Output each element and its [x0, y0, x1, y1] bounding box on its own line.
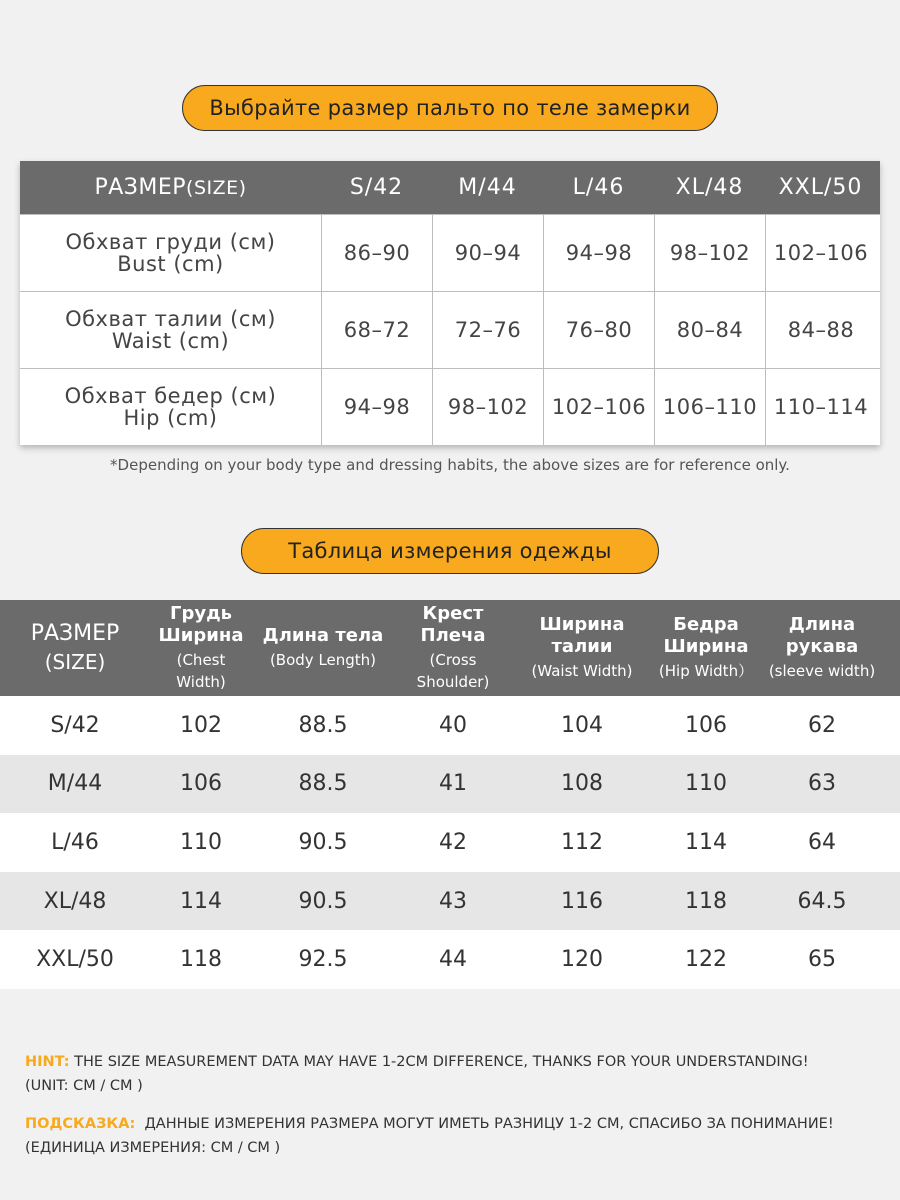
table-cell: M/44: [47, 771, 103, 797]
table-cell: 63: [808, 771, 836, 797]
row-label: Обхват талии (см) Waist (cm): [20, 292, 322, 368]
table-row: [0, 755, 900, 814]
table-row: [0, 813, 900, 872]
table-cell: 98–102: [433, 369, 544, 445]
table-cell: 76–80: [544, 292, 655, 368]
table-cell: 42: [439, 829, 467, 855]
table-cell: 62: [808, 712, 836, 738]
table-cell: 94–98: [544, 215, 655, 291]
ru-hint-line: [25, 1112, 885, 1136]
table-cell: 102–106: [544, 369, 655, 445]
table-cell: 102: [180, 712, 222, 738]
table-cell: 98–102: [655, 215, 766, 291]
table-row-bust: [20, 214, 880, 291]
table-cell: 40: [439, 712, 467, 738]
table-cell: 108: [561, 771, 603, 797]
table-cell: 84–88: [787, 318, 855, 342]
header-hip-width: Бедра Ширина (Hip Width）: [658, 614, 754, 680]
table-cell: 106: [180, 771, 222, 797]
table-row-waist: [20, 291, 880, 368]
hint-label: HINT:: [25, 1054, 70, 1070]
ru-hint-unit: (ЕДИНИЦА ИЗМЕРЕНИЯ: СМ / СМ ): [25, 1140, 281, 1156]
table-cell: 80–84: [655, 292, 766, 368]
table-cell: 90.5: [298, 888, 348, 914]
table-cell: 64: [808, 829, 836, 855]
row-label: Обхват груди (см) Bust (cm): [20, 215, 322, 291]
table-cell: 86–90: [322, 215, 433, 291]
size-header-s: S/42: [349, 175, 404, 200]
table-header: [0, 600, 900, 696]
ru-hint-text: ДАННЫЕ ИЗМЕРЕНИЯ РАЗМЕРА МОГУТ ИМЕТЬ РАЗНИЦУ 1-2 СМ, СПАСИБО ЗА ПОНИМАНИЕ!: [135, 1116, 834, 1132]
table-cell: 114: [685, 829, 727, 855]
table-cell: 110–114: [773, 395, 869, 419]
table-cell: S/42: [50, 712, 100, 738]
hint-unit: (UNIT: CM / CM ): [25, 1078, 143, 1094]
table-cell: 68–72: [322, 292, 433, 368]
table-cell: 114: [180, 888, 222, 914]
hints-section: [25, 1050, 885, 1160]
table-cell: 64.5: [797, 888, 847, 914]
size-header-xxl: XXL/50: [778, 175, 863, 200]
table-cell: 92.5: [298, 947, 348, 973]
reference-note: *Depending on your body type and dressing habits, the above sizes are for reference only.: [110, 456, 790, 474]
header-cross-shoulder: Крест Плеча (Cross Shoulder): [416, 603, 490, 691]
body-measurement-table: [20, 161, 880, 445]
table-cell: 106: [685, 712, 727, 738]
size-column-header: РАЗМЕР(SIZE): [94, 175, 247, 200]
table-row-hip: [20, 368, 880, 445]
table-cell: 65: [808, 947, 836, 973]
banner-size-by-body-measurements: [182, 85, 718, 131]
table-cell: 90–94: [433, 215, 544, 291]
header-sleeve-length: Длина рукава (sleeve width): [768, 614, 876, 680]
ru-hint-label: ПОДСКАЗКА:: [25, 1116, 136, 1132]
table-cell: 122: [685, 947, 727, 973]
banner-garment-measurement-table: [241, 528, 659, 574]
row-label: Обхват бедер (см) Hip (cm): [20, 369, 322, 445]
table-cell: 94–98: [322, 369, 433, 445]
table-cell: 43: [439, 888, 467, 914]
table-cell: 118: [685, 888, 727, 914]
table-cell: 90.5: [298, 829, 348, 855]
table-cell: L/46: [51, 829, 99, 855]
garment-measurement-table: [0, 600, 900, 989]
table-cell: 41: [439, 771, 467, 797]
table-cell: XXL/50: [36, 947, 114, 973]
table-cell: 112: [561, 829, 603, 855]
table-cell: 88.5: [298, 712, 348, 738]
table-cell: 88.5: [298, 771, 348, 797]
hint-line: [25, 1050, 885, 1074]
table-cell: 118: [180, 947, 222, 973]
header-chest-width: Грудь Ширина (Chest Width): [158, 603, 244, 691]
banner-title: Выбрайте размер пальто по теле замерки: [209, 96, 691, 120]
table-cell: 106–110: [655, 369, 766, 445]
size-header-xl: XL/48: [675, 175, 744, 200]
table-row: [0, 930, 900, 989]
table-cell: 72–76: [433, 292, 544, 368]
table-cell: 44: [439, 947, 467, 973]
table-header: [20, 161, 880, 214]
table-cell: 110: [685, 771, 727, 797]
table-row: [0, 872, 900, 931]
table-cell: 116: [561, 888, 603, 914]
hint-text: THE SIZE MEASUREMENT DATA MAY HAVE 1-2CM DIFFERENCE, THANKS FOR YOUR UNDERSTANDING!: [69, 1054, 809, 1070]
header-size: РАЗМЕР (SIZE): [30, 621, 120, 674]
size-header-m: M/44: [458, 175, 517, 200]
table-row: [0, 696, 900, 755]
header-body-length: Длина тела (Body Length): [262, 625, 384, 669]
banner-title: Таблица измерения одежды: [288, 539, 612, 563]
header-waist-width: Ширина талии (Waist Width): [531, 614, 633, 680]
table-cell: 104: [561, 712, 603, 738]
table-cell: 120: [561, 947, 603, 973]
table-cell: 102–106: [773, 241, 869, 265]
table-cell: XL/48: [43, 888, 107, 914]
size-header-l: L/46: [572, 175, 625, 200]
table-cell: 110: [180, 829, 222, 855]
